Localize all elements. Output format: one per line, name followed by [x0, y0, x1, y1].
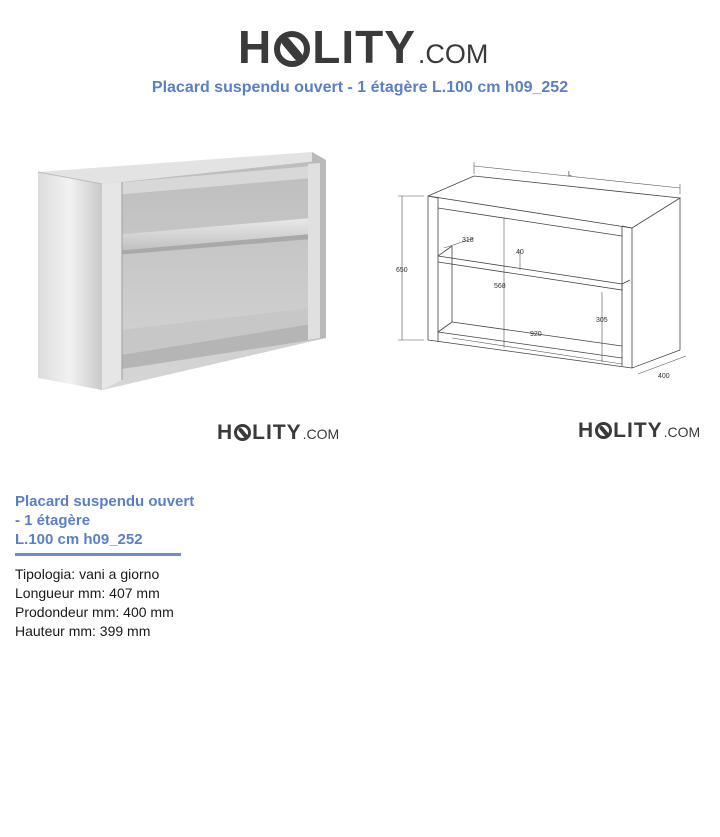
logo-word: LITY — [312, 21, 416, 73]
dim-length-label: L — [568, 171, 572, 178]
logo-domain: .COM — [302, 426, 340, 442]
brand-logo-small — [578, 419, 700, 443]
technical-drawing — [394, 152, 694, 384]
product-photo — [22, 138, 328, 394]
logo-ring-icon — [274, 31, 310, 67]
logo-word: LITY — [252, 421, 302, 444]
spec-height: Hauteur mm: 399 mm — [15, 623, 151, 639]
logo-letter: H — [238, 21, 273, 73]
dim-lower-height-label: 305 — [596, 317, 608, 324]
logo-word: LITY — [613, 419, 663, 442]
heading-divider — [15, 553, 181, 556]
dim-inner-height-label: 568 — [494, 283, 506, 290]
spec-typology: Tipologia: vani a giorno — [15, 566, 160, 582]
dim-shelf-thickness-label: 40 — [516, 249, 524, 256]
logo-letter: H — [578, 419, 595, 442]
logo-domain: .COM — [663, 424, 701, 440]
dim-inner-width-label: 920 — [530, 331, 542, 338]
product-specs — [15, 565, 174, 641]
dim-height-label: 650 — [396, 267, 408, 274]
logo-ring-icon — [595, 422, 612, 439]
spec-length: Longueur mm: 407 mm — [15, 585, 160, 601]
brand-logo — [238, 20, 488, 74]
page-title: Placard suspendu ouvert - 1 étagère L.100 cm h09_252 — [151, 79, 569, 96]
logo-ring-icon — [234, 424, 251, 441]
product-heading-line: L.100 cm h09_252 — [15, 531, 143, 548]
product-heading-line: - 1 étagère — [15, 512, 91, 529]
spec-depth: Prodondeur mm: 400 mm — [15, 604, 174, 620]
logo-letter: H — [217, 421, 234, 444]
product-heading-line: Placard suspendu ouvert — [15, 493, 195, 510]
brand-logo-small — [217, 421, 339, 445]
dim-shelf-depth-label: 318 — [462, 237, 474, 244]
logo-domain: .COM — [417, 39, 489, 69]
dim-depth-label: 400 — [658, 373, 670, 380]
product-heading — [15, 492, 215, 549]
